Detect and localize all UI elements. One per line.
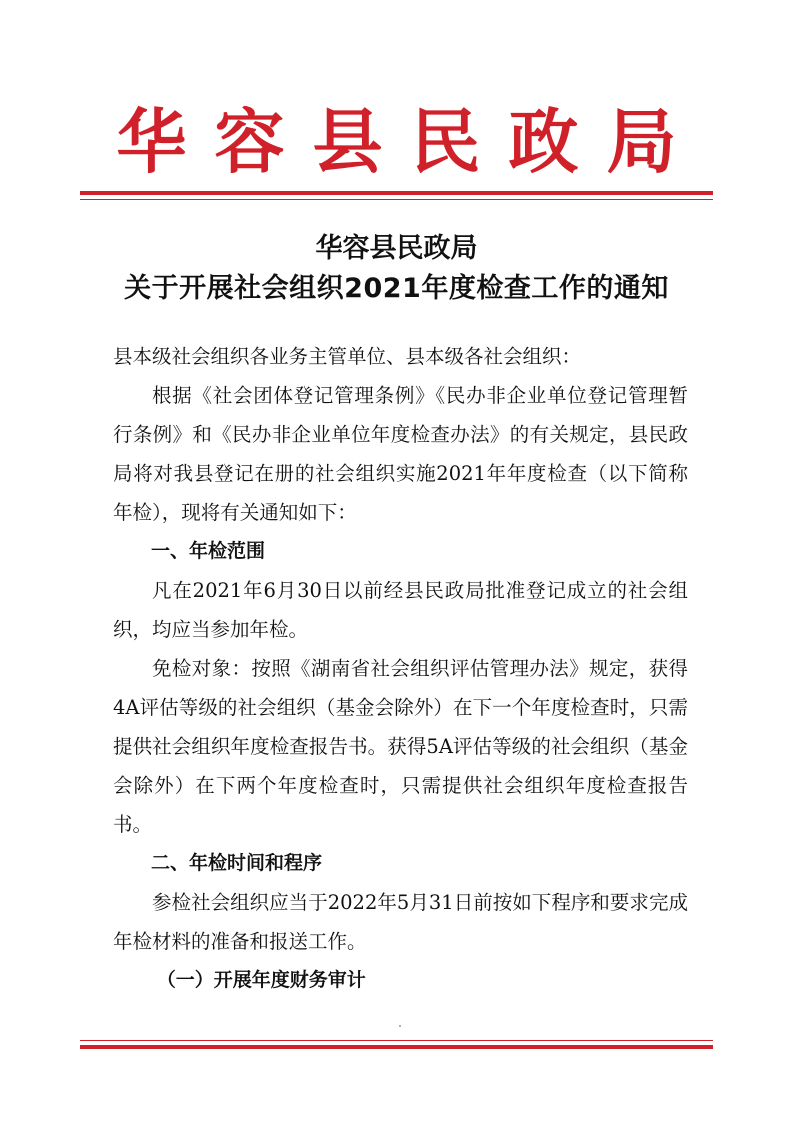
paragraph-schedule: 参检社会组织应当于2022年5月31日前按如下程序和要求完成年检材料的准备和报送工作。 — [113, 891, 688, 953]
document-title-line2: 关于开展社会组织2021年度检查工作的通知 — [124, 273, 669, 304]
paragraph-intro: 根据《社会团体登记管理条例》《民办非企业单位登记管理暂行条例》和《民办非企业单位年度检查办法》的有关规定，县民政局将对我县登记在册的社会组织实施2021年年度检查（以下简称年检），现将有关通知如下： — [113, 384, 688, 524]
scan-speck — [399, 1025, 401, 1027]
section-heading-schedule: 二、年检时间和程序 — [151, 852, 323, 874]
masthead-rule-thick — [80, 191, 713, 195]
paragraph-exempt: 免检对象：按照《湖南省社会组织评估管理办法》规定，获得4A评估等级的社会组织（基金会除外）在下一个年度检查时，只需提供社会组织年度检查报告书。获得5A评估等级的社会组织（基金会除外）在下两个年度检查时，只需提供社会组织年度检查报告书。 — [113, 657, 688, 836]
masthead-title: 华容县民政局 — [116, 100, 705, 183]
salutation: 县本级社会组织各业务主管单位、县本级各社会组织： — [113, 345, 582, 368]
masthead-rule-thin — [80, 199, 713, 200]
paragraph-scope: 凡在2021年6月30日以前经县民政局批准登记成立的社会组织，均应当参加年检。 — [113, 579, 688, 641]
document-title-line1: 华容县民政局 — [315, 233, 478, 264]
footer-rule-thin — [80, 1040, 713, 1041]
document-body — [113, 337, 688, 1000]
footer-rule-thick — [80, 1045, 713, 1049]
subheading-audit: （一）开展年度财务审计 — [156, 969, 366, 991]
section-heading-scope: 一、年检范围 — [151, 540, 266, 562]
